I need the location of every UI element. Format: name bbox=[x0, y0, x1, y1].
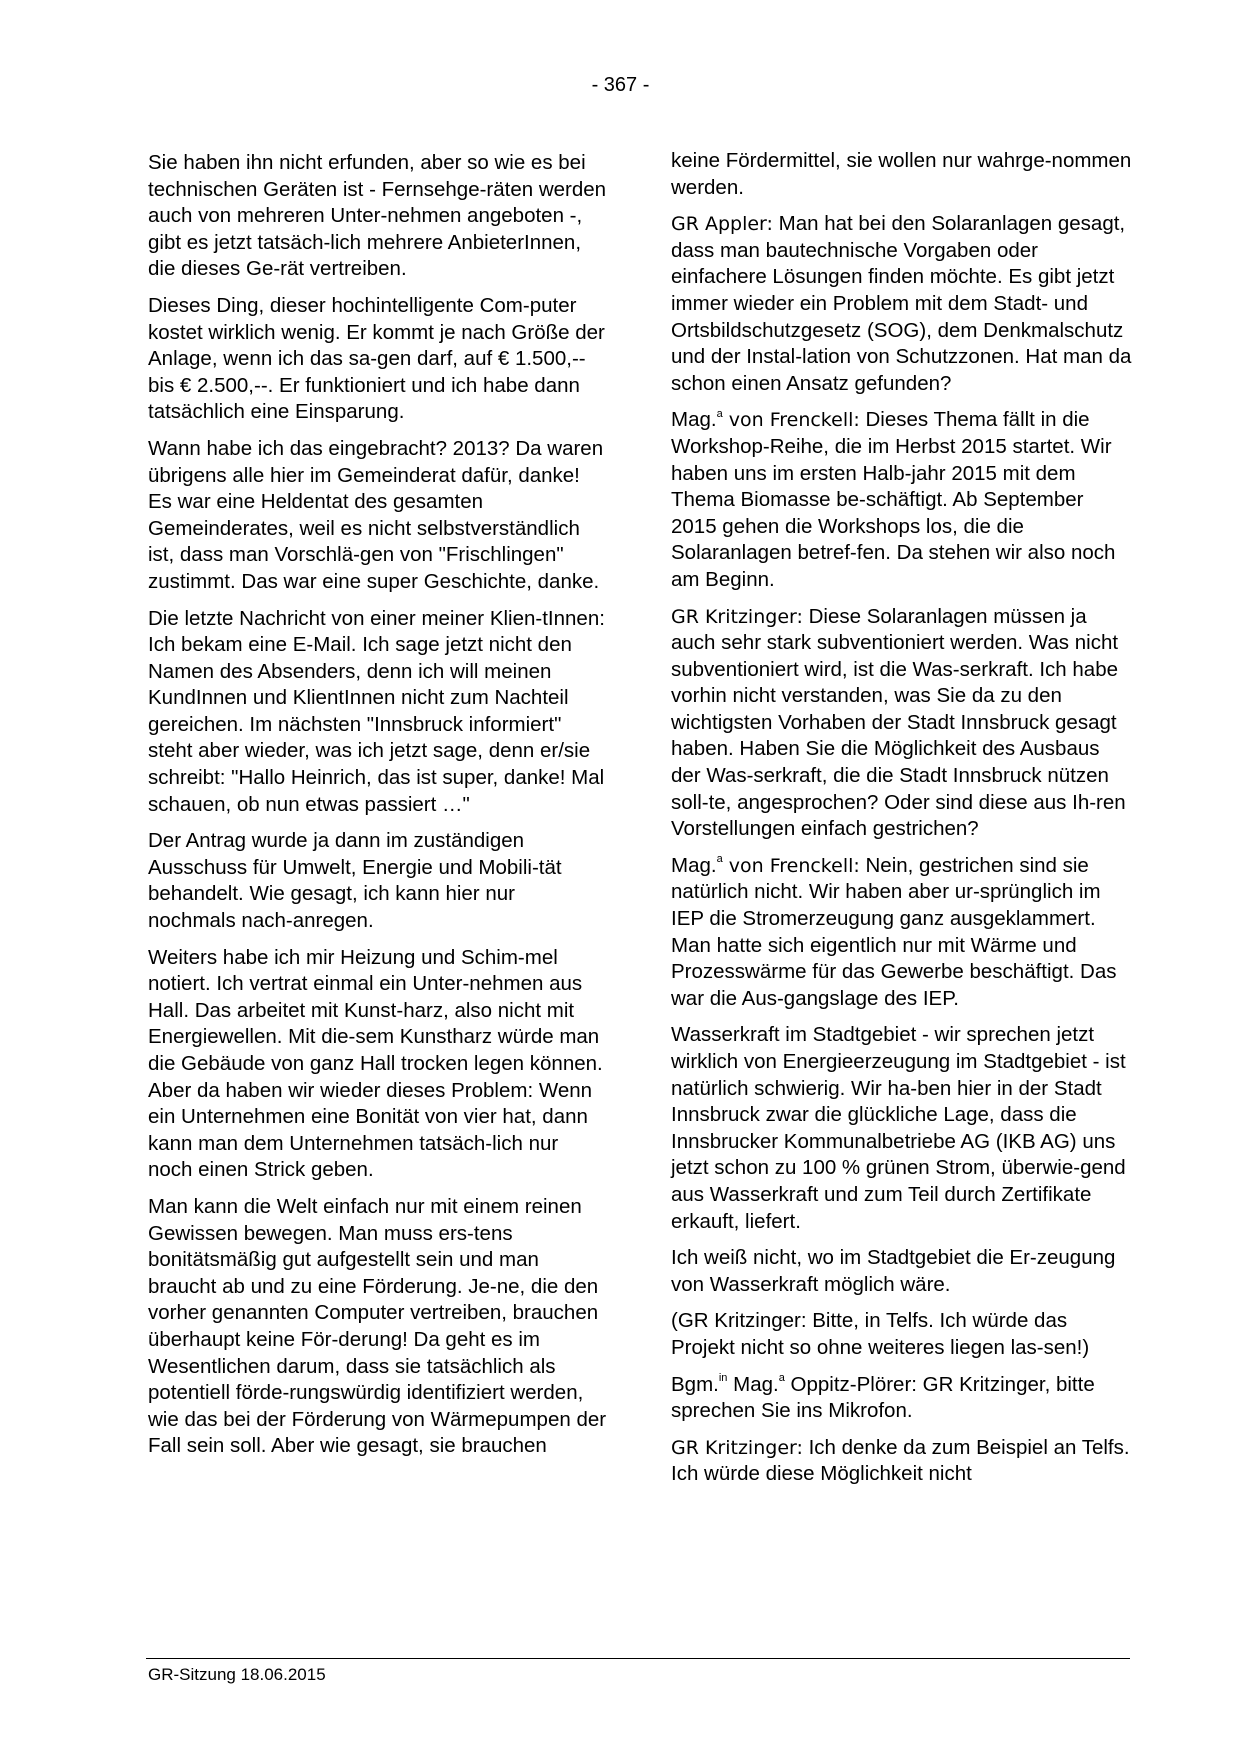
speaker-title: Mag. bbox=[671, 408, 717, 432]
superscript: a bbox=[716, 407, 723, 420]
paragraph: Der Antrag wurde ja dann im zuständigen Ausschuss für Umwelt, Energie und Mobili-tät behandelt. Wie gesagt, ich kann hier nur nochmals nach-anregen. bbox=[148, 829, 562, 933]
speaker-title: Mag. bbox=[671, 853, 717, 877]
footer-divider bbox=[146, 1658, 1130, 1659]
paragraph: Weiters habe ich mir Heizung und Schim-mel notiert. Ich vertrat einmal ein Unter-nehmen aus Hall. Das arbeitet mit Kunst-harz, also nicht mit Energiewellen. Mit die-sem Kunstharz würde man die Gebäude von ganz Hall trocken legen können. Aber da haben wir wieder dieses Problem: Wenn ein Unternehmen eine Bonität von vier hat, dann kann man dem Unternehmen tatsäch-lich nur noch einen Strick geben. bbox=[148, 945, 603, 1182]
speech-text: GR Kritzinger, bitte sprechen Sie ins Mikrofon. bbox=[671, 1372, 1095, 1423]
superscript: in bbox=[718, 1371, 728, 1384]
paragraph: Man kann die Welt einfach nur mit einem reinen Gewissen bewegen. Man muss ers-tens bonitätsmäßig gut aufgestellt sein und man braucht ab und zu eine Förderung. Je-ne, die den vorher genannten Computer vertreiben, brauchen überhaupt keine För-derung! Da geht es im Wesentlichen darum, dass sie tatsächlich als potentiell förde-rungswürdig identifiziert werden, wie das bei der Förderung von Wärmepumpen der Fall sein soll. Aber wie gesagt, sie brauchen bbox=[148, 1194, 607, 1458]
speech-paragraph bbox=[671, 407, 1133, 593]
paragraph: Die letzte Nachricht von einer meiner Klien-tInnen: Ich bekam eine E-Mail. Ich sage jetzt nicht den Namen des Absenders, denn ich will meinen KundInnen und KlientInnen nicht zum Nachteil gereichen. Im nächsten "Innsbruck informiert" steht aber wieder, was ich jetzt sage, denn er/sie schreibt: "Hallo Heinrich, das ist super, danke! Mal schauen, ob nun etwas passiert …" bbox=[148, 606, 605, 816]
left-column bbox=[148, 150, 608, 1470]
right-column bbox=[671, 148, 1133, 1498]
paragraph: Dieses Ding, dieser hochintelligente Com-puter kostet wirklich wenig. Er kommt je nach Größe der Anlage, wenn ich das sa-gen darf, auf € 1.500,-- bis € 2.500,--. Er funktioniert und ich habe dann tatsächlich eine Einsparung. bbox=[148, 293, 605, 424]
speech-text: Nein, gestrichen sind sie natürlich nicht. Wir haben aber ur-sprünglich im IEP die Stromerzeugung ganz ausgeklammert. Man hatte sich eigentlich nur mit Wärme und Prozesswärme für das Gewerbe beschäftigt. Das war die Aus-gangslage des IEP. bbox=[671, 853, 1117, 1010]
speech-text: Ich denke da zum Beispiel an Telfs. Ich würde diese Möglichkeit nicht bbox=[671, 1435, 1130, 1486]
speech-paragraph bbox=[671, 853, 1133, 1013]
speech-paragraph bbox=[671, 1372, 1133, 1425]
paragraph: Sie haben ihn nicht erfunden, aber so wie es bei technischen Geräten ist - Fernsehge-räten werden auch von mehreren Unter-nehmen angeboten -, gibt es jetzt tatsäch-lich mehrere AnbieterInnen, die dieses Ge-rät vertreiben. bbox=[148, 151, 607, 281]
paragraph: keine Fördermittel, sie wollen nur wahrge-nommen werden. bbox=[671, 149, 1132, 199]
speaker-title: Mag. bbox=[727, 1372, 779, 1396]
speech-paragraph bbox=[671, 211, 1133, 397]
interjection: (GR Kritzinger: Bitte, in Telfs. Ich würde das Projekt nicht so ohne weiteres liegen las-sen!) bbox=[671, 1309, 1090, 1359]
speaker-name: GR Appler: bbox=[671, 213, 773, 236]
speaker-name: GR Kritzinger: bbox=[671, 1436, 803, 1459]
page-number: - 367 - bbox=[591, 74, 650, 96]
speaker-name: Oppitz-Plörer: bbox=[784, 1372, 917, 1396]
paragraph: Ich weiß nicht, wo im Stadtgebiet die Er-zeugung von Wasserkraft möglich wäre. bbox=[671, 1246, 1116, 1296]
speaker-name: von Frenckell: bbox=[722, 854, 860, 877]
footer-text: GR-Sitzung 18.06.2015 bbox=[148, 1665, 326, 1684]
speech-text: Man hat bei den Solaranlagen gesagt, dass man bautechnische Vorgaben oder einfachere Lösungen finden möchte. Es gibt jetzt immer wieder ein Problem mit dem Stadt- und Ortsbildschutzgesetz (SOG), dem Denkmalschutz und der Instal-lation von Schutzzonen. Hat man da schon einen Ansatz gefunden? bbox=[671, 212, 1132, 395]
speaker-title: Bgm. bbox=[671, 1372, 719, 1396]
superscript: a bbox=[778, 1371, 785, 1384]
speech-paragraph bbox=[671, 604, 1133, 843]
speaker-name: von Frenckell: bbox=[722, 409, 860, 432]
speech-paragraph bbox=[671, 1435, 1133, 1488]
speech-text: Diese Solaranlagen müssen ja auch sehr stark subventioniert werden. Was nicht subventioniert wird, ist die Was-serkraft. Ich habe vorhin nicht verstanden, was Sie da zu den wichtigsten Vorhaben der Stadt Innsbruck gesagt haben. Haben Sie die Möglichkeit des Ausbaus der Was-serkraft, die die Stadt Innsbruck nützen soll-te, angesprochen? Oder sind diese aus Ih-ren Vorstellungen einfach gestrichen? bbox=[671, 604, 1126, 841]
paragraph: Wasserkraft im Stadtgebiet - wir sprechen jetzt wirklich von Energieerzeugung im Stadtgebiet - ist natürlich schwierig. Wir ha-ben hier in der Stadt Innsbruck zwar die glückliche Lage, dass die Innsbrucker Kommunalbetriebe AG (IKB AG) uns jetzt schon zu 100 % grünen Strom, überwie-gend aus Wasserkraft und zum Teil durch Zertifikate erkauft, liefert. bbox=[671, 1023, 1126, 1233]
speech-text: Dieses Thema fällt in die Workshop-Reihe, die im Herbst 2015 startet. Wir haben uns im ersten Halb-jahr 2015 mit dem Thema Biomasse be-schäftigt. Ab September 2015 gehen die Workshops los, die die Solaranlagen betref-fen. Da stehen wir also noch am Beginn. bbox=[671, 408, 1116, 591]
speaker-name: GR Kritzinger: bbox=[671, 605, 803, 628]
superscript: a bbox=[716, 853, 723, 866]
paragraph: Wann habe ich das eingebracht? 2013? Da waren übrigens alle hier im Gemeinderat dafür, danke! Es war eine Heldentat des gesamten Gemeinderates, weil es nicht selbstverständlich ist, dass man Vorschlä-gen von "Frischlingen" zustimmt. Das war eine super Geschichte, danke. bbox=[148, 436, 604, 593]
